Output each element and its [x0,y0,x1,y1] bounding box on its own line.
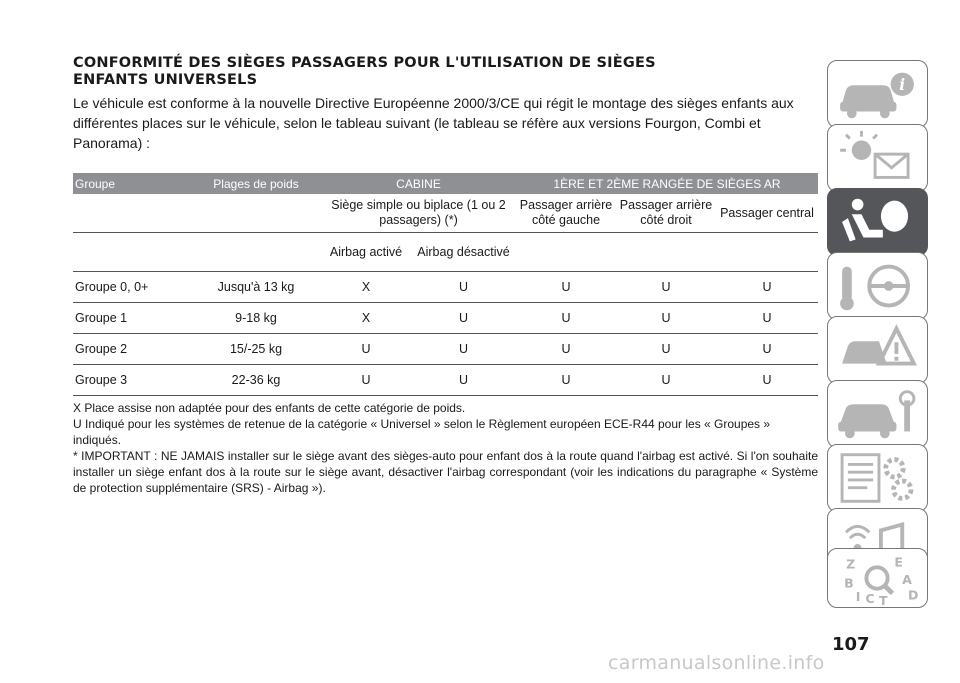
seat-airbag-icon [828,189,927,255]
table-row [73,365,818,396]
index-letter: I [855,589,861,605]
airbag-row [73,233,818,272]
header-cabine: CABINE [321,173,516,194]
title-line-2: ENFANTS UNIVERSELS [73,72,258,88]
row-poids: Jusqu'à 13 kg [191,272,321,303]
index-letter: C [865,591,875,607]
cell-airbag-active: U [321,334,411,365]
page-title [73,55,818,89]
note-u: U Indiqué pour les systèmes de retenue de la catégorie « Universel » selon le Règlement européen ECE-R44 pour les « Groupes » indiqués. [73,417,771,447]
sidebar-tab-index[interactable] [827,548,928,608]
table-row [73,303,818,334]
index-letter: Z [846,556,856,572]
cell-airbag-desactive: U [411,272,516,303]
sidebar-tab-warning-lights[interactable] [827,124,928,192]
cell-airbag-desactive: U [411,365,516,396]
index-letter: B [844,575,854,591]
index-letter: A [902,571,912,587]
sub-arriere-droit: Passager arrière côté droit [616,194,716,233]
alphabetical-index-icon [828,549,927,607]
car-info-icon [828,61,927,127]
index-letter: T [878,593,888,607]
table-row [73,272,818,303]
sub-airbag-active: Airbag activé [329,244,403,259]
sidebar-tab-emergency[interactable] [827,316,928,384]
cell-central: U [716,303,818,334]
header-row [73,173,818,194]
sub-siege-simple: Siège simple ou biplace (1 ou 2 passagers) (*) [321,194,516,233]
watermark: carmanualsonline.info [608,652,825,674]
row-poids: 15/-25 kg [191,334,321,365]
header-groupe: Groupe [73,173,191,194]
specifications-icon [828,445,927,511]
sub-airbag-desactive: Airbag désactivé [417,244,510,259]
cell-arriere-droit: U [616,303,716,334]
row-poids: 22-36 kg [191,365,321,396]
steering-key-icon [828,253,927,319]
row-groupe: Groupe 0, 0+ [73,272,191,303]
child-seat-table [73,173,818,396]
note-important: * IMPORTANT : NE JAMAIS installer sur le siège avant des sièges-auto pour enfant dos à la route quand l'airbag est activé. Si l'on souhaite installer un siège enfant dos à la route sur le siège avant, désactiver l'airbag correspondant (voir les indications du paragraphe « Système de protection supplémentaire (SRS) - Airbag »). [73,449,818,495]
cell-central: U [716,272,818,303]
row-groupe: Groupe 3 [73,365,191,396]
sidebar-tab-specifications[interactable] [827,444,928,512]
cell-arriere-gauche: U [516,303,616,334]
warning-lights-icon [828,125,927,191]
sidebar-tab-starting[interactable] [827,252,928,320]
row-groupe: Groupe 2 [73,334,191,365]
header-rear-rows: 1ÈRE ET 2ÈME RANGÉE DE SIÈGES AR [516,173,818,194]
sub-header-row [73,194,818,233]
intro-paragraph: Le véhicule est conforme à la nouvelle Directive Européenne 2000/3/CE qui régit le montage des sièges enfants aux différentes places sur le véhicule, selon le tableau suivant (le tableau se réfère aux versions Fourgon, Combi et Panorama) : [73,95,794,151]
cell-arriere-droit: U [616,365,716,396]
row-groupe: Groupe 1 [73,303,191,334]
svg-text:i: i [899,75,906,95]
cell-airbag-active: U [321,365,411,396]
sidebar-tab-seat-airbag[interactable] [827,188,928,256]
cell-arriere-gauche: U [516,272,616,303]
cell-arriere-droit: U [616,334,716,365]
cell-airbag-desactive: U [411,303,516,334]
note-x: X Place assise non adaptée pour des enfants de cette catégorie de poids. [73,401,466,415]
index-letter: D [907,587,919,603]
sidebar-tab-maintenance[interactable] [827,380,928,448]
sidebar-tab-car-info[interactable] [827,60,928,128]
row-poids: 9-18 kg [191,303,321,334]
cell-airbag-active: X [321,303,411,334]
table-row [73,334,818,365]
sub-arriere-gauche: Passager arrière côté gauche [516,194,616,233]
cell-airbag-desactive: U [411,334,516,365]
road-emergency-icon [828,317,927,383]
title-line-1: CONFORMITÉ DES SIÈGES PASSAGERS POUR L'UTILISATION DE SIÈGES [73,55,656,71]
page-number: 107 [832,634,870,655]
header-plages: Plages de poids [191,173,321,194]
cell-airbag-active: X [321,272,411,303]
cell-arriere-gauche: U [516,334,616,365]
index-letter: E [894,554,903,570]
cell-central: U [716,334,818,365]
cell-central: U [716,365,818,396]
cell-arriere-gauche: U [516,365,616,396]
main-content [73,55,818,496]
car-maintenance-icon [828,381,927,447]
table-notes [73,400,818,496]
sub-central: Passager central [716,194,818,233]
cell-arriere-droit: U [616,272,716,303]
